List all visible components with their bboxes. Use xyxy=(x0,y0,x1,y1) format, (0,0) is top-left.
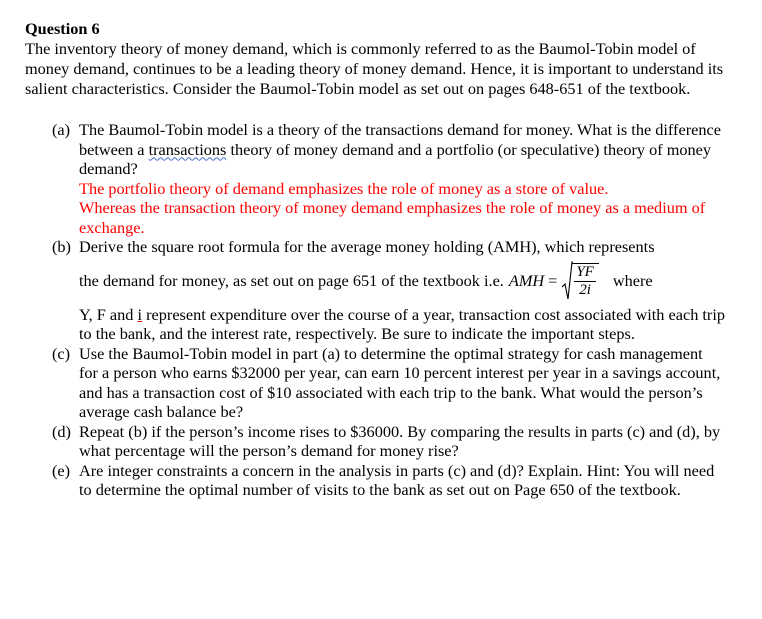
part-e xyxy=(25,461,725,500)
part-a-spellcheck-word: transactions xyxy=(148,139,227,159)
part-a xyxy=(25,120,725,237)
formula-lhs: AMH xyxy=(508,270,545,290)
part-a-text-before: The Baumol-Tobin model is a theory of the transactions demand for money. What is the difference between a xyxy=(79,120,721,159)
part-a-answer-line1: The portfolio theory of demand emphasizes the role of money as a store of value. xyxy=(79,178,609,198)
part-a-text-after: theory of money demand and a portfolio (or speculative) theory of money demand? xyxy=(79,139,712,178)
question-heading: Question 6 xyxy=(25,19,100,38)
part-a-answer xyxy=(79,179,725,238)
part-b-interest-symbol: i xyxy=(137,304,143,324)
part-d xyxy=(25,422,725,461)
part-c-text: Use the Baumol-Tobin model in part (a) to determine the optimal strategy for cash management for a person who earns $32000 per year, can earn 10 percent interest per year in a savings account, and has a transaction cost of $10 associated with each trip to the bank. What would the person’s average cash balance be? xyxy=(79,343,721,421)
part-b-formula-lead: the demand for money, as set out on page 651 of the textbook i.e. xyxy=(79,270,504,290)
part-b xyxy=(25,237,725,344)
part-d-text: Repeat (b) if the person’s income rises to $36000. By comparing the results in parts (c) and (d), by what percentage will the person’s demand for money rise? xyxy=(79,421,721,460)
part-a-label: (a) xyxy=(52,120,71,139)
formula-fraction xyxy=(572,263,599,299)
question-parts xyxy=(25,120,725,500)
document-page xyxy=(25,19,725,500)
formula-denominator: 2i xyxy=(579,281,591,298)
part-b-text-rest-before: Y, F and xyxy=(79,304,138,324)
formula-equals: = xyxy=(548,270,558,290)
part-e-label: (e) xyxy=(52,460,71,480)
part-c-label: (c) xyxy=(52,343,71,363)
square-root-formula xyxy=(561,261,599,301)
part-b-label: (b) xyxy=(52,237,71,256)
part-b-text-rest-after: represent expenditure over the course of a year, transaction cost associated with each trip to the bank, and the interest rate, respectively. Be sure to indicate the important steps. xyxy=(79,304,726,343)
question-intro: The inventory theory of money demand, which is commonly referred to as the Baumol-Tobin model of money demand, continues to be a leading theory of money demand. Hence, it is important to understand its salient characteristics. Consider the Baumol-Tobin model as set out on pages 648-651 of the textbook. xyxy=(25,39,724,98)
part-b-formula-trail: where xyxy=(612,270,653,290)
part-b-text-rest xyxy=(79,305,725,344)
part-a-answer-line2: Whereas the transaction theory of money demand emphasizes the role of money as a medium of exchange. xyxy=(79,198,706,237)
formula-numerator: YF xyxy=(576,263,594,280)
part-e-text: Are integer constraints a concern in the analysis in parts (c) and (d)? Explain. Hint: You will need to determine the optimal number of visits to the bank as set out on Page 650 of the textbook. xyxy=(79,460,715,499)
part-d-label: (d) xyxy=(52,421,71,441)
part-b-formula-line xyxy=(79,259,725,303)
part-b-text-first: Derive the square root formula for the average money holding (AMH), which represents xyxy=(79,237,655,256)
part-c xyxy=(25,344,725,422)
